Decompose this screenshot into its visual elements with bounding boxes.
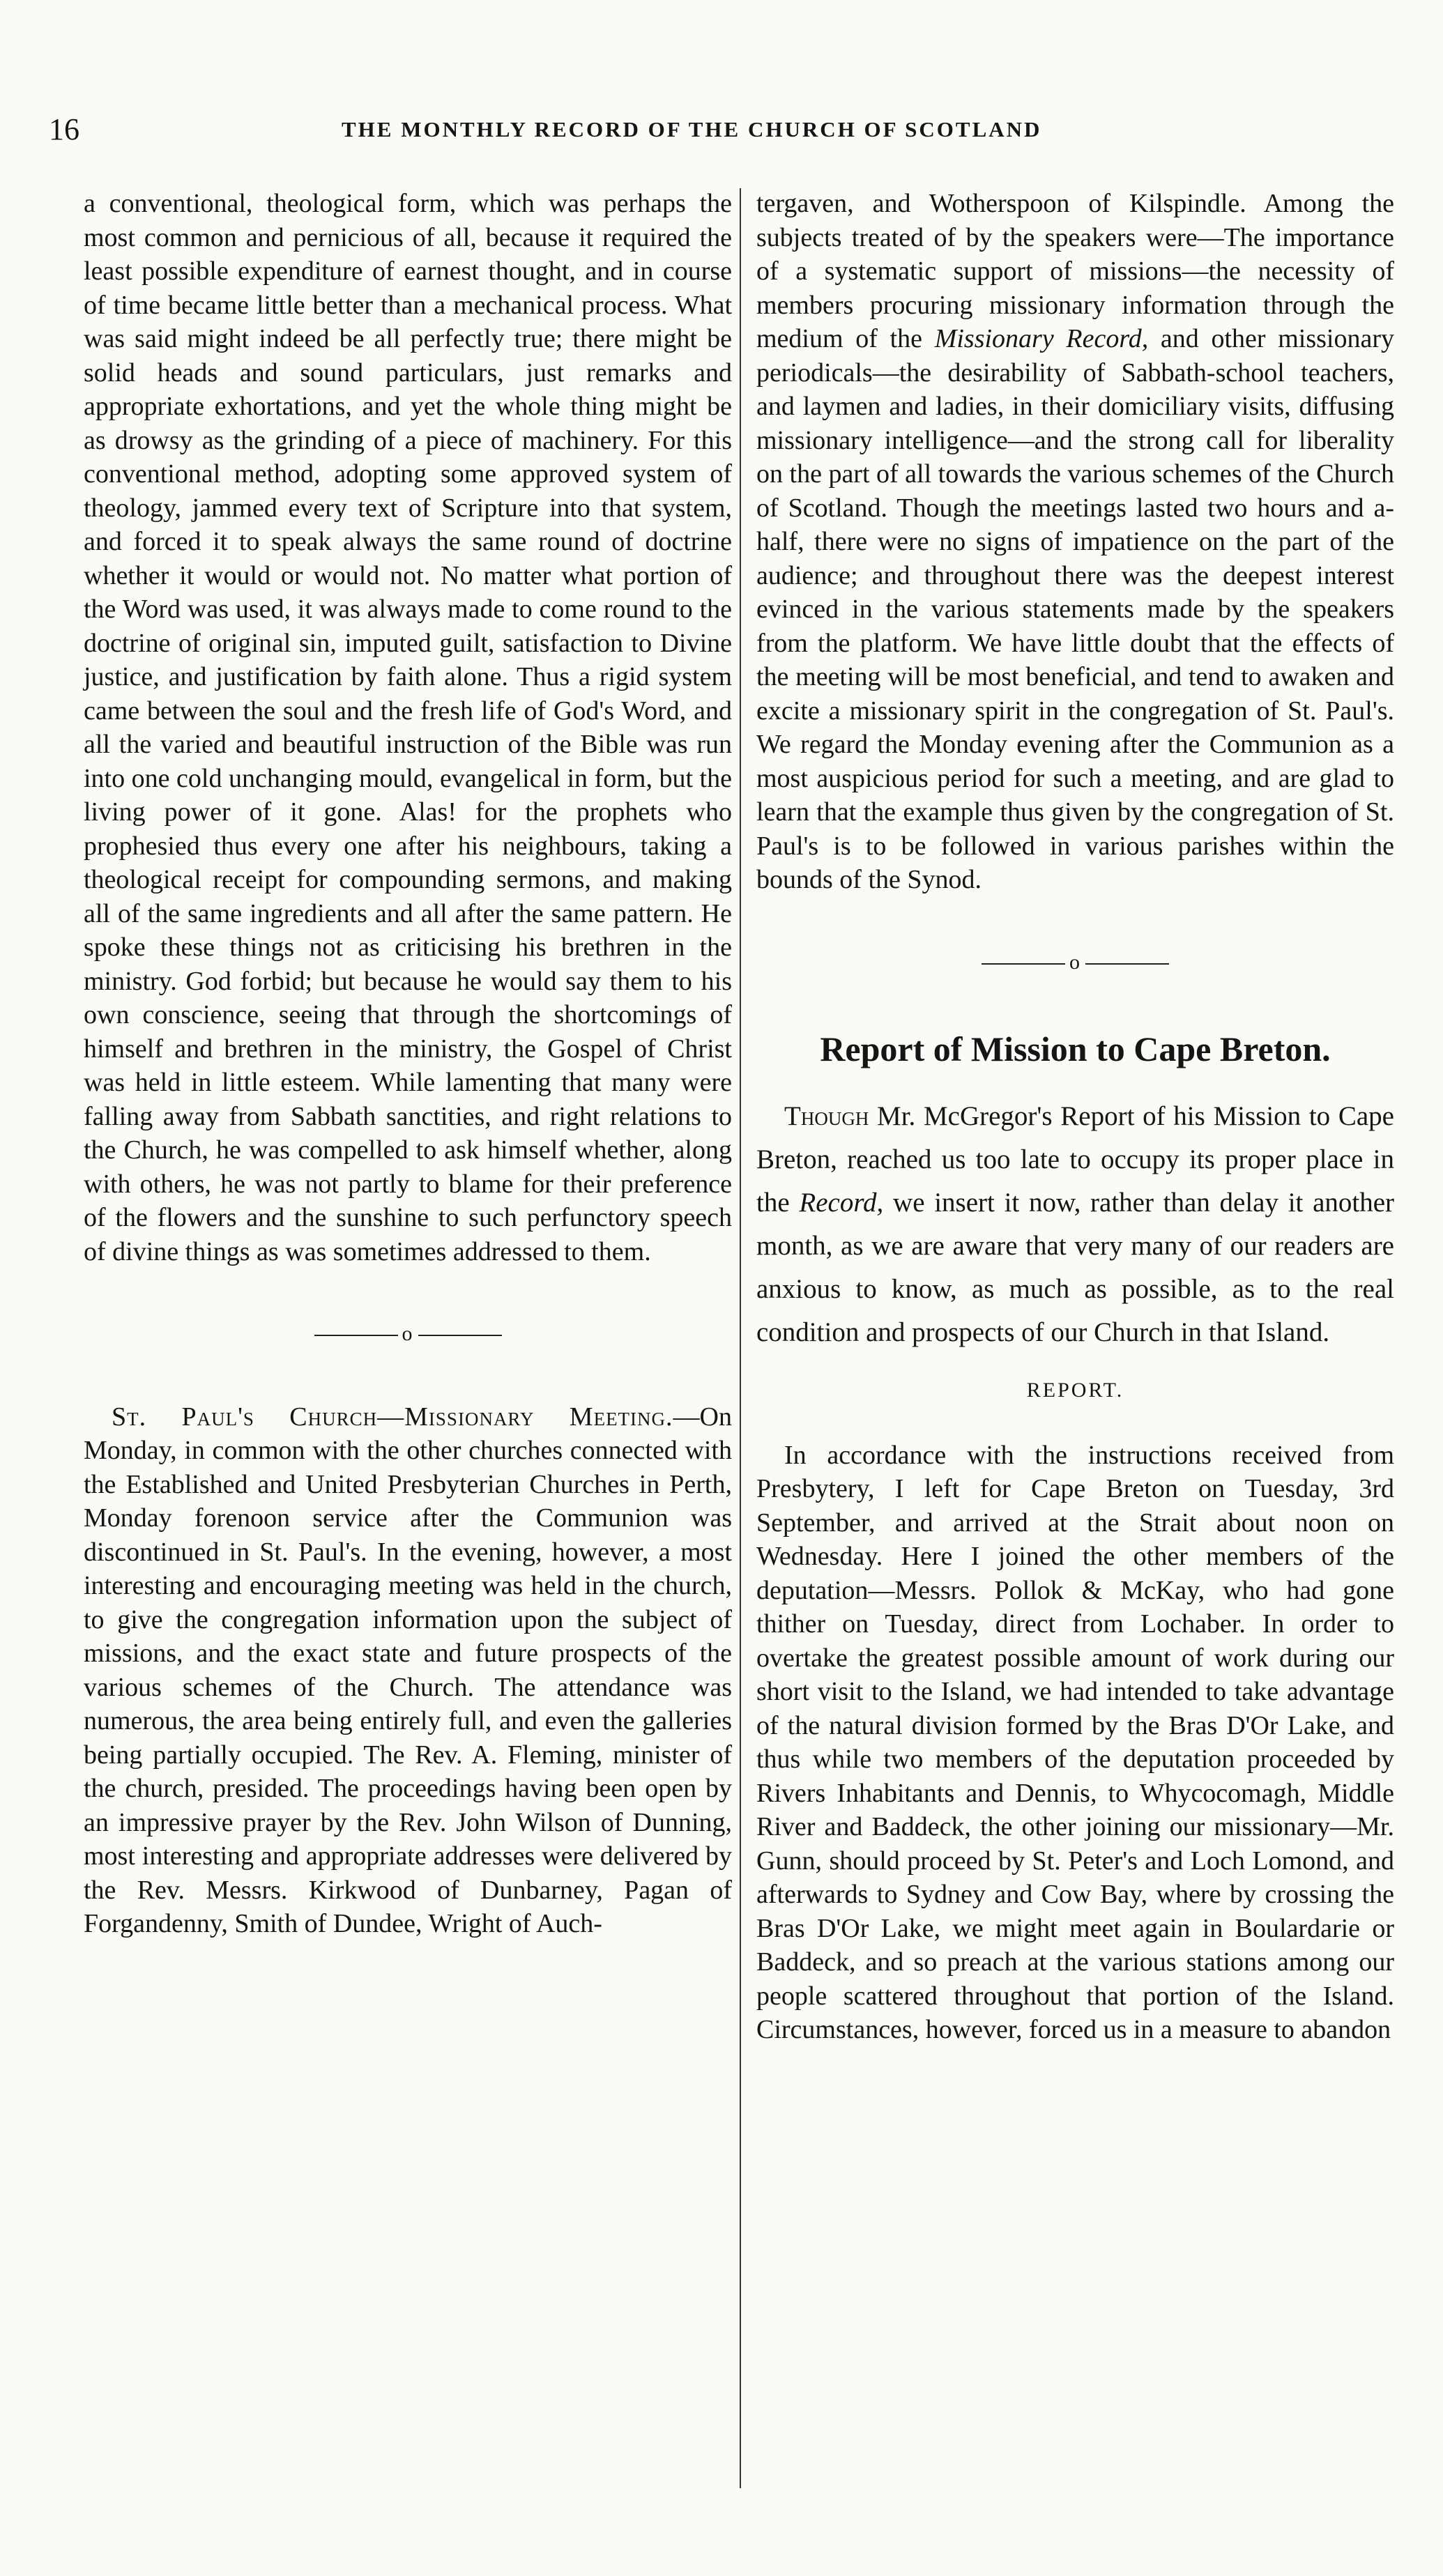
page-number: 16 <box>49 112 79 146</box>
page-header <box>49 112 1401 153</box>
section-separator-right: o <box>756 946 1394 980</box>
report-title: Report of Mission to Cape Breton. <box>820 1029 1331 1068</box>
italic-title: Missionary Record, <box>934 324 1149 353</box>
right-paragraph-continued: tergaven, and Wotherspoon of Kilspindle. Among the subjects treated of by the speakers were—The importance of a systematic support of missions—the necessity of members procuring missionary information through the medium of the Missionary Record, and other missionary periodicals—the desirability of Sabbath-school teachers, and laymen and ladies, in their domiciliary visits, diffusing missionary intelligence—and the strong call for liberality on the part of all towards the various schemes of the Church of Scotland. Though the meetings lasted two hours and a-half, there were no signs of impatience on the part of the audience; and throughout there was the deepest interest evinced in the various statements made by the speakers from the platform. We have little doubt that the effects of the meeting will be most beneficial, and tend to awaken and excite a missionary spirit in the congregation of St. Paul's. We regard the Monday evening after the Communion as a most auspicious period for such a meeting, and are glad to learn that the example thus given by the congregation of St. Paul's is to be followed in various parishes within the bounds of the Synod. <box>756 189 1395 894</box>
section-heading: St. Paul's Church—Missionary Meeting. <box>112 1402 673 1432</box>
running-head: THE MONTHLY RECORD OF THE CHURCH OF SCOTLAND <box>342 117 1042 141</box>
report-intro: Though Mr. McGregor's Report of his Mission to Cape Breton, reached us too late to occupy its proper place in the Record, we insert it now, rather than delay it another month, as we are aware that very many of our readers are anxious to know, as much as possible, as to the real condition and prospects of our Church in that Island. <box>756 1101 1395 1347</box>
report-label: REPORT. <box>1026 1379 1124 1402</box>
missionary-meeting-paragraph <box>84 1400 732 1941</box>
report-body: In accordance with the instructions received from Presbytery, I left for Cape Breton on Tuesday, 3rd September, and arrived at the Strait about noon on Wednesday. Here I joined the other members of the deputation—Messrs. Pollok & McKay, who had gone thither on Tuesday, direct from Lochaber. In order to overtake the greatest possible amount of work during our short visit to the Island, we had intended to take advantage of the natural division formed by the Bras D'Or Lake, and thus while two members of the deputation proceeded by Rivers Inhabitants and Dennis, to Whycocomagh, Middle River and Baddeck, the other joining our missionary—Mr. Gunn, should proceed by St. Peter's and Loch Lomond, and afterwards to Sydney and Cow Bay, where by crossing the Bras D'Or Lake, we might meet again in Boulardarie or Baddeck, and so preach at the various stations among our people scattered throughout that portion of the Island. Circumstances, however, forced us in a measure to abandon <box>756 1440 1394 2044</box>
missionary-meeting-text: —On Monday, in common with the other churches connected with the Established and United Presbyterian Churches in Perth, Monday forenoon service after the Communion was discontinued in St. Paul's. In the evening, however, a most interesting and encouraging meeting was held in the church, to give the congregation information upon the subject of missions, and the exact state and future prospects of the various schemes of the Church. The attendance was numerous, the area being entirely full, and even the galleries being partially occupied. The Rev. A. Fleming, minister of the church, presided. The proceedings having been open by an impressive prayer by the Rev. John Wilson of Dunning, most interesting and appropriate addresses were delivered by the Rev. Messrs. Kirkwood of Dunbarney, Pagan of Forgandenny, Smith of Dundee, Wright of Auch- <box>84 1402 732 1938</box>
left-column <box>84 187 732 1941</box>
left-paragraph-continued: a conventional, theological form, which was perhaps the most common and pernicious of all, because it required the least possible expenditure of earnest thought, and in course of time became little better than a mechanical process. What was said might indeed be all perfectly true; there might be solid heads and sound particulars, just remarks and appropriate exhortations, and yet the whole thing might be as drowsy as the grinding of a piece of machinery. For this conventional method, adopting some approved system of theology, jammed every text of Scripture into that system, and forced it to speak always the same round of doctrine whether it would or would not. No matter what portion of the Word was used, it was always made to come round to the doctrine of original sin, imputed guilt, satisfaction to Divine justice, and justification by faith alone. Thus a rigid system came between the soul and the fresh life of God's Word, and all the varied and beautiful instruction of the Bible was run into one cold unchanging mould, evangelical in form, but the living power of it gone. Alas! for the prophets who prophesied thus every one after his neighbours, taking a theological receipt for compounding sermons, and making all of the same ingredients and all after the same pattern. He spoke these things not as criticising his brethren in the ministry. God forbid; but because he would say them to his own conscience, seeing that through the shortcomings of himself and brethren in the ministry, the Gospel of Christ was held in little esteem. While lamenting that many were falling away from Sabbath sanctities, and right relations to the Church, he was compelled to ask himself whether, along with others, he was not partly to blame for their preference of the flowers and the sunshine to such perfunctory speech of divine things as was sometimes addressed to them. <box>84 189 732 1266</box>
intro-lead: Though <box>784 1101 869 1131</box>
column-divider <box>740 188 741 2488</box>
section-separator: o <box>84 1317 732 1351</box>
right-column <box>756 187 1394 2047</box>
